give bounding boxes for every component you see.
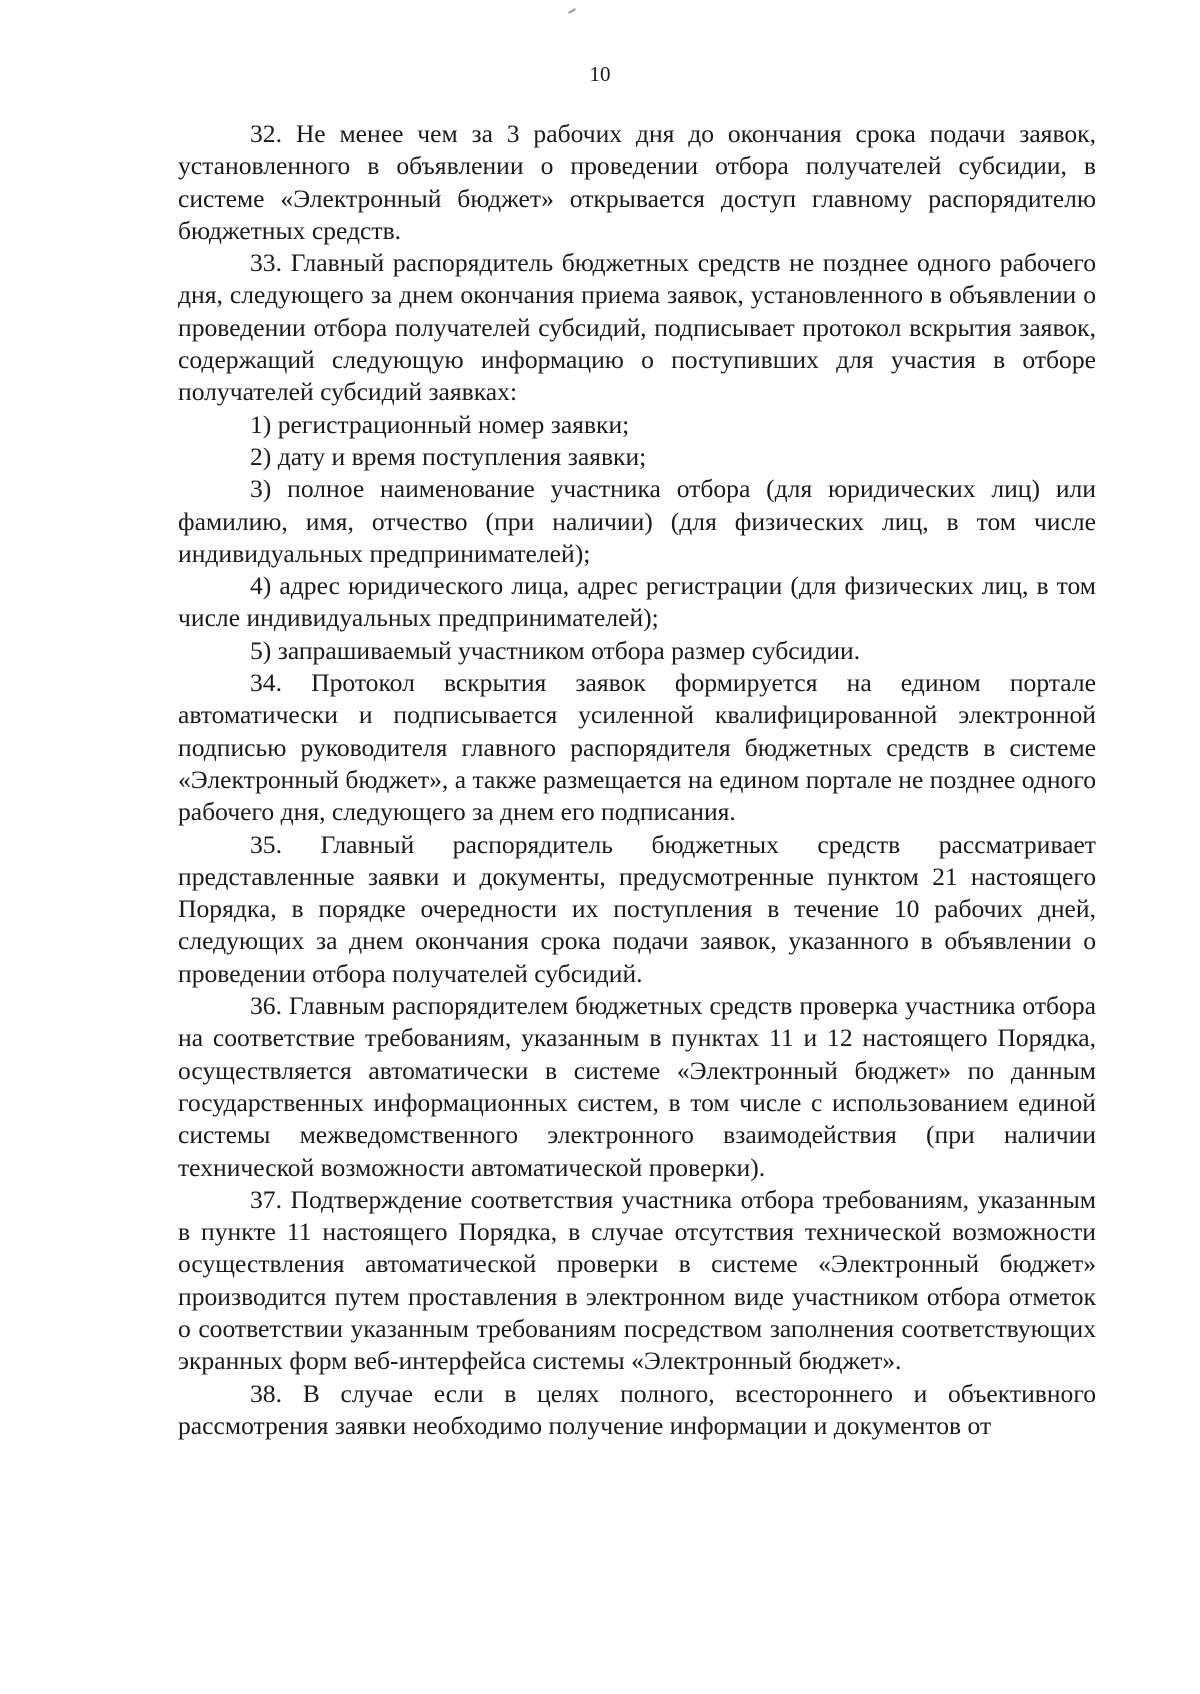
paragraph-37: 37. Подтверждение соответствия участника отбора требованиям, указанным в пункте 11 настоящего Порядка, в случае отсутствия технической возможности осуществления автоматической проверки в системе «Электронный бюджет» производится путем проставления в электронном виде участником отбора отметок о соответствии указанным требованиям посредством заполнения соответствующих экранных форм веб-интерфейса системы «Электронный бюджет».	[178, 1184, 1096, 1376]
paragraph-35: 35. Главный распорядитель бюджетных средств рассматривает представленные заявки и документы, предусмотренные пунктом 21 настоящего Порядка, в порядке очередности их поступления в течение 10 рабочих дней, следующих за днем окончания срока подачи заявок, указанного в объявлении о проведении отбора получателей субсидий.	[178, 829, 1096, 988]
list-item-5: 5) запрашиваемый участником отбора размер субсидии.	[250, 635, 861, 665]
document-body	[178, 118, 1096, 1442]
paragraph-34: 34. Протокол вскрытия заявок формируется на едином портале автоматически и подписывается усиленной квалифицированной электронной подписью руководителя главного распорядителя бюджетных средств в системе «Электронный бюджет», а также размещается на едином портале не позднее одного рабочего дня, следующего за днем его подписания.	[178, 668, 1096, 827]
list-item-2: 2) дату и время поступления заявки;	[250, 441, 647, 471]
page-number: 10	[589, 62, 611, 86]
paragraph-36: 36. Главным распорядителем бюджетных средств проверка участника отбора на соответствие требованиям, указанным в пунктах 11 и 12 настоящего Порядка, осуществляется автоматически в системе «Электронный бюджет» по данным государственных информационных систем, в том числе с использованием единой системы межведомственного электронного взаимодействия (при наличии технической возможности автоматической проверки).	[178, 991, 1096, 1182]
scan-artifact	[568, 8, 576, 14]
paragraph-32: 32. Не менее чем за 3 рабочих дня до окончания срока подачи заявок, установленного в объявлении о проведении отбора получателей субсидии, в системе «Электронный бюджет» открывается доступ главному распорядителю бюджетных средств.	[178, 119, 1096, 245]
list-item-1: 1) регистрационный номер заявки;	[250, 409, 630, 439]
list-item-3: 3) полное наименование участника отбора (для юридических лиц) или фамилию, имя, отчество (при наличии) (для физических лиц, в том числе индивидуальных предпринимателей);	[178, 474, 1096, 568]
paragraph-33: 33. Главный распорядитель бюджетных средств не позднее одного рабочего дня, следующего за днем окончания приема заявок, установленного в объявлении о проведении отбора получателей субсидий, подписывает протокол вскрытия заявок, содержащий следующую информацию о поступивших для участия в отборе получателей субсидий заявках:	[178, 248, 1096, 407]
paragraph-38: 38. В случае если в целях полного, всестороннего и объективного рассмотрения заявки необходимо получение информации и документов от	[178, 1378, 1096, 1440]
list-item-4: 4) адрес юридического лица, адрес регистрации (для физических лиц, в том числе индивидуальных предпринимателей);	[178, 571, 1096, 633]
